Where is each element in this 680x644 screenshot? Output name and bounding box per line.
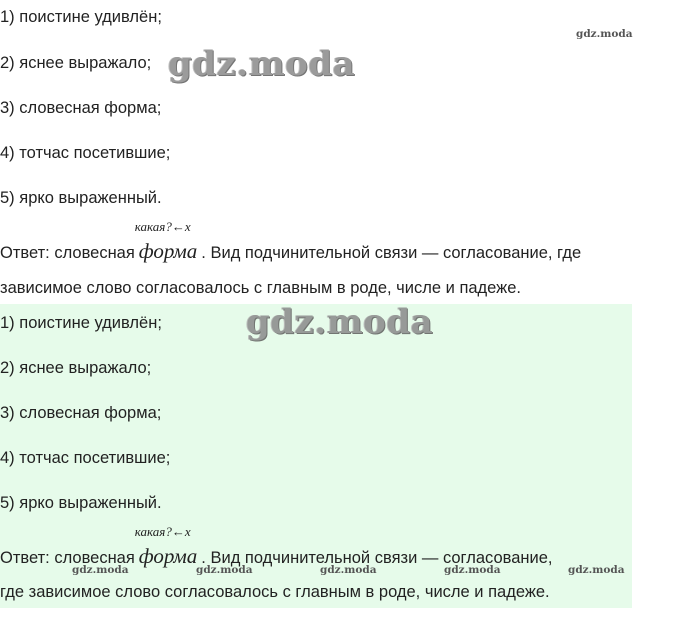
question-annotation: какая?←x [134,524,191,539]
answer-continuation: зависимое слово согласовалось с главным в роде, числе и падеже. [0,279,521,297]
watermark-small: gdz.moda [568,564,625,576]
watermark-small: gdz.moda [576,28,633,40]
main-word: форма [138,544,198,568]
answer-continuation: где зависимое слово согласовалось с главным в роде, числе и падеже. [0,583,550,601]
list-item: 5) ярко выраженный. [0,189,162,207]
answer-suffix: . Вид подчинительной связи — согласование, [201,549,553,567]
list-item: 4) тотчас посетившие; [0,449,171,467]
list-item: 3) словесная форма; [0,99,162,117]
watermark-small: gdz.moda [196,564,253,576]
annotated-word [134,524,198,569]
watermark-large: gdz.moda [168,44,356,84]
answer-prefix: Ответ: словесная [0,549,135,567]
answer-line [0,219,582,264]
list-item: 2) яснее выражало; [0,359,152,377]
answer-suffix: . Вид подчинительной связи — согласование, где [201,244,582,262]
answer-block-highlighted [0,304,632,608]
question-annotation: какая?←x [134,219,191,234]
watermark-small: gdz.moda [444,564,501,576]
list-item: 1) поистине удивлён; [0,314,162,332]
watermark-small: gdz.moda [72,564,129,576]
list-item: 1) поистине удивлён; [0,8,162,26]
list-item: 3) словесная форма; [0,404,162,422]
annotated-word [134,219,198,264]
list-item: 4) тотчас посетившие; [0,144,171,162]
watermark-small: gdz.moda [320,564,377,576]
watermark-large: gdz.moda [246,302,434,342]
main-word: форма [138,239,198,263]
list-item: 5) ярко выраженный. [0,494,162,512]
answer-block-top [0,0,640,304]
list-item: 2) яснее выражало; [0,54,152,72]
answer-prefix: Ответ: словесная [0,244,135,262]
